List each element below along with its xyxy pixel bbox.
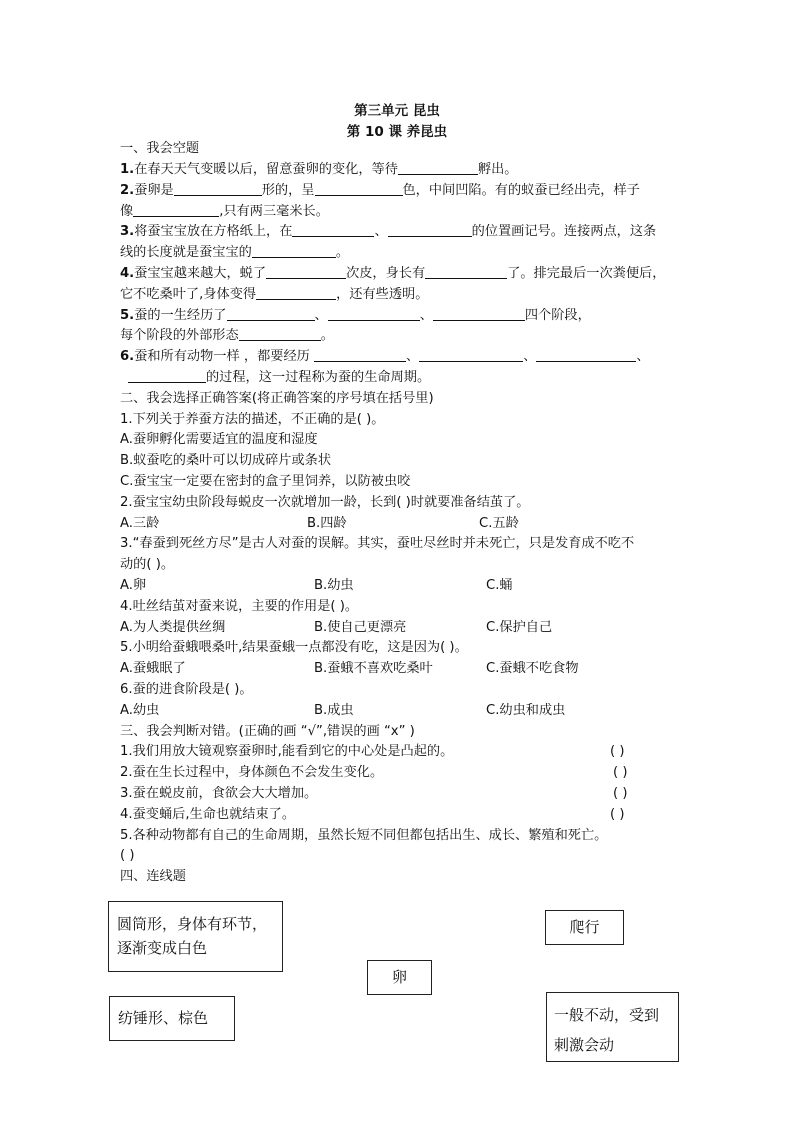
s2-q6-option-a: A.幼虫 xyxy=(120,703,160,718)
section4-heading: 四、连线题 xyxy=(120,869,186,884)
s2-q4-option-c: C.保护自己 xyxy=(486,620,553,635)
s2-q1-option-c: C.蚕宝宝一定要在密封的盒子里饲养，以防被虫咬 xyxy=(120,474,411,489)
blank[interactable] xyxy=(328,306,420,321)
s2-q5-option-a: A.蚕蛾眠了 xyxy=(120,661,186,676)
match-box-larva-desc[interactable]: 圆筒形，身体有环节， 逐渐变成白色 xyxy=(108,901,283,972)
s2-q6-stem: 6.蚕的进食阶段是( )。 xyxy=(120,682,253,697)
blank[interactable] xyxy=(227,306,315,321)
blank[interactable] xyxy=(315,181,403,196)
s3-item-4: 4.蚕变蛹后,生命也就结束了。 xyxy=(120,807,296,822)
s2-q4-stem: 4.吐丝结茧对蚕来说，主要的作用是( )。 xyxy=(120,599,359,614)
match-box-still[interactable]: 一般不动，受到 刺激会动 xyxy=(546,992,679,1062)
s2-q2-option-b: B.四龄 xyxy=(307,516,347,531)
s2-q2-option-a: A.三龄 xyxy=(120,516,160,531)
s2-q5-option-b: B.蚕蛾不喜欢吃桑叶 xyxy=(314,661,433,676)
s2-q1-option-a: A.蚕卵孵化需要适宜的温度和湿度 xyxy=(120,432,318,447)
s2-q2-option-c: C.五龄 xyxy=(479,516,519,531)
blank[interactable] xyxy=(239,326,321,341)
section3-heading: 三、我会判断对错。(正确的画 “√”,错误的画 “x” ) xyxy=(120,724,415,739)
s3-item-5: 5.各种动物都有自己的生命周期，虽然长短不同但都包括出生、成长、繁殖和死亡。 xyxy=(120,828,608,843)
answer-paren[interactable]: ( ) xyxy=(613,765,628,780)
s1-q4-line1: 4.蚕宝宝越来越大，蜕了 次皮，身长有 了。排完最后一次粪便后， xyxy=(120,266,666,281)
s2-q5-stem: 5.小明给蚕蛾喂桑叶,结果蚕蛾一点都没有吃，这是因为( )。 xyxy=(120,640,468,655)
s2-q3-option-c: C.蛹 xyxy=(486,578,513,593)
section1-heading: 一、我会空题 xyxy=(120,141,200,156)
answer-paren[interactable]: ( ) xyxy=(613,786,628,801)
blank[interactable] xyxy=(256,285,336,300)
s2-q3-stem-line1: 3.“春蚕到死丝方尽”是古人对蚕的误解。其实，蚕吐尽丝时并未死亡，只是发育成不吃不 xyxy=(120,536,635,551)
section2-heading: 二、我会选择正确答案(将正确答案的序号填在括号里) xyxy=(120,391,434,406)
s2-q4-option-a: A.为人类提供丝绸 xyxy=(120,620,226,635)
blank[interactable] xyxy=(266,264,346,279)
s2-q2-stem: 2.蚕宝宝幼虫阶段每蜕皮一次就增加一龄，长到( )时就要准备结茧了。 xyxy=(120,495,530,510)
s3-item-2: 2.蚕在生长过程中，身体颜色不会发生变化。 xyxy=(120,765,384,780)
s2-q6-option-b: B.成虫 xyxy=(314,703,354,718)
lesson-title: 第 10 课 养昆虫 xyxy=(346,124,448,140)
unit-title: 第三单元 昆虫 xyxy=(354,103,440,119)
blank[interactable] xyxy=(252,243,336,258)
match-box-crawl[interactable]: 爬行 xyxy=(545,910,624,945)
blank[interactable] xyxy=(314,347,406,362)
blank[interactable] xyxy=(128,368,206,383)
s2-q1-stem: 1.下列关于养蚕方法的描述，不正确的是( )。 xyxy=(120,412,385,427)
blank[interactable] xyxy=(419,347,523,362)
s2-q5-option-c: C.蚕蛾不吃食物 xyxy=(486,661,579,676)
match-box-spindle-brown[interactable]: 纺锤形、棕色 xyxy=(109,996,235,1041)
s1-q2-line1: 2.蚕卵是 形的，呈 色，中间凹陷。有的蚁蚕已经出壳，样子 xyxy=(120,183,640,198)
s2-q6-option-c: C.幼虫和成虫 xyxy=(486,703,566,718)
s1-q2-line2: 像 ,只有两三毫米长。 xyxy=(120,204,329,219)
blank[interactable] xyxy=(433,306,525,321)
blank[interactable] xyxy=(425,264,507,279)
s3-item-1: 1.我们用放大镜观察蚕卵时,能看到它的中心处是凸起的。 xyxy=(120,744,454,759)
s1-q6-line2: 的过程，这一过程称为蚕的生命周期。 xyxy=(120,368,430,388)
blank[interactable] xyxy=(388,222,472,237)
s1-q3-line1: 3.将蚕宝宝放在方格纸上，在 、 的位置画记号。连接两点，这条 xyxy=(120,224,657,239)
answer-paren[interactable]: ( ) xyxy=(610,744,625,759)
blank[interactable] xyxy=(398,160,478,175)
s3-item-3: 3.蚕在蜕皮前，食欲会大大增加。 xyxy=(120,786,318,801)
s2-q3-option-b: B.幼虫 xyxy=(314,578,354,593)
s1-q5-line1: 5.蚕的一生经历了 、 、 四个阶段， xyxy=(120,308,591,323)
s2-q3-option-a: A.卵 xyxy=(120,578,147,593)
s1-q4-line2: 它不吃桑叶了,身体变得 ，还有些透明。 xyxy=(120,287,429,302)
s1-q5-line2: 每个阶段的外部形态 。 xyxy=(120,328,334,343)
blank[interactable] xyxy=(536,347,636,362)
blank[interactable] xyxy=(133,202,219,217)
s1-q1: 1.在春天天气变暖以后，留意蚕卵的变化，等待 孵出。 xyxy=(120,162,518,177)
answer-paren[interactable]: ( ) xyxy=(610,807,625,822)
s2-q4-option-b: B.使自己更漂亮 xyxy=(314,620,407,635)
s2-q3-stem-line2: 动的( )。 xyxy=(120,557,175,572)
blank[interactable] xyxy=(174,181,262,196)
s1-q3-line2: 线的长度就是蚕宝宝的 。 xyxy=(120,245,350,260)
s2-q1-option-b: B.蚁蚕吃的桑叶可以切成碎片或条状 xyxy=(120,453,332,468)
match-box-egg[interactable]: 卵 xyxy=(367,960,432,995)
blank[interactable] xyxy=(292,222,374,237)
answer-paren[interactable]: ( ) xyxy=(120,848,135,863)
s1-q6-line1: 6.蚕和所有动物一样 ，都要经历 、 、 、 xyxy=(120,349,650,364)
